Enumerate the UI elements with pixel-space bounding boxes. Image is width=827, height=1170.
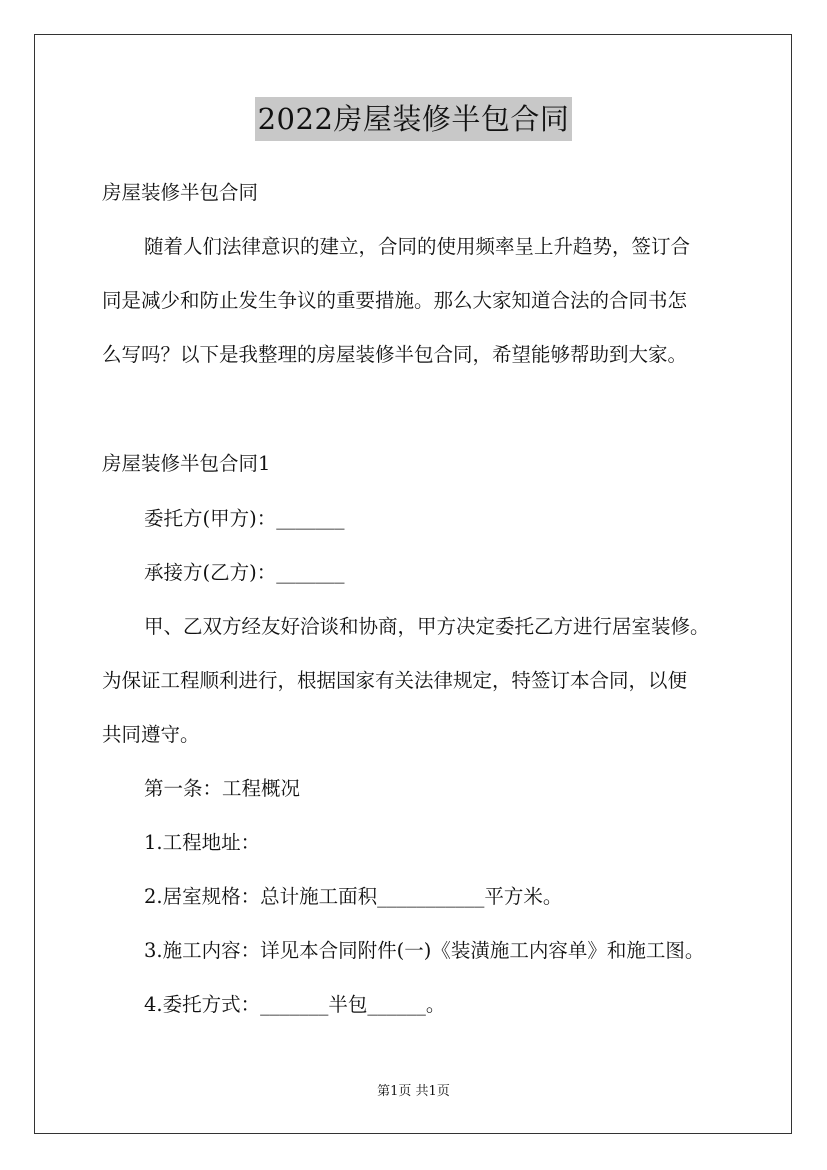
section-heading: 房屋装修半包合同1 xyxy=(102,452,271,475)
document-title-text: 2022房屋装修半包合同 xyxy=(255,97,573,141)
list-item: 4.委托方式：_______半包______。 xyxy=(144,993,446,1016)
paragraph-line: 随着人们法律意识的建立，合同的使用频率呈上升趋势，签订合 xyxy=(144,235,691,258)
page-footer: 第1页 共1页 xyxy=(377,1084,450,1099)
paragraph-line: 共同遵守。 xyxy=(102,723,200,746)
list-item: 3.施工内容：详见本合同附件(一)《装潢施工内容单》和施工图。 xyxy=(144,939,705,962)
paragraph-line: 为保证工程顺利进行，根据国家有关法律规定，特签订本合同，以便 xyxy=(102,669,688,692)
party-b-line: 承接方(乙方)：_______ xyxy=(144,561,345,584)
list-item: 2.居室规格：总计施工面积___________平方米。 xyxy=(144,885,563,908)
paragraph-line: 同是减少和防止发生争议的重要措施。那么大家知道合法的合同书怎 xyxy=(102,289,688,312)
section-heading: 房屋装修半包合同 xyxy=(102,181,259,204)
article-heading: 第一条：工程概况 xyxy=(144,777,301,800)
document-title xyxy=(0,97,827,141)
party-a-line: 委托方(甲方)：_______ xyxy=(144,507,345,530)
paragraph-line: 甲、乙双方经友好洽谈和协商，甲方决定委托乙方进行居室装修。 xyxy=(144,615,710,638)
list-item: 1.工程地址： xyxy=(144,831,261,854)
paragraph-line: 么写吗？以下是我整理的房屋装修半包合同，希望能够帮助到大家。 xyxy=(102,343,688,366)
